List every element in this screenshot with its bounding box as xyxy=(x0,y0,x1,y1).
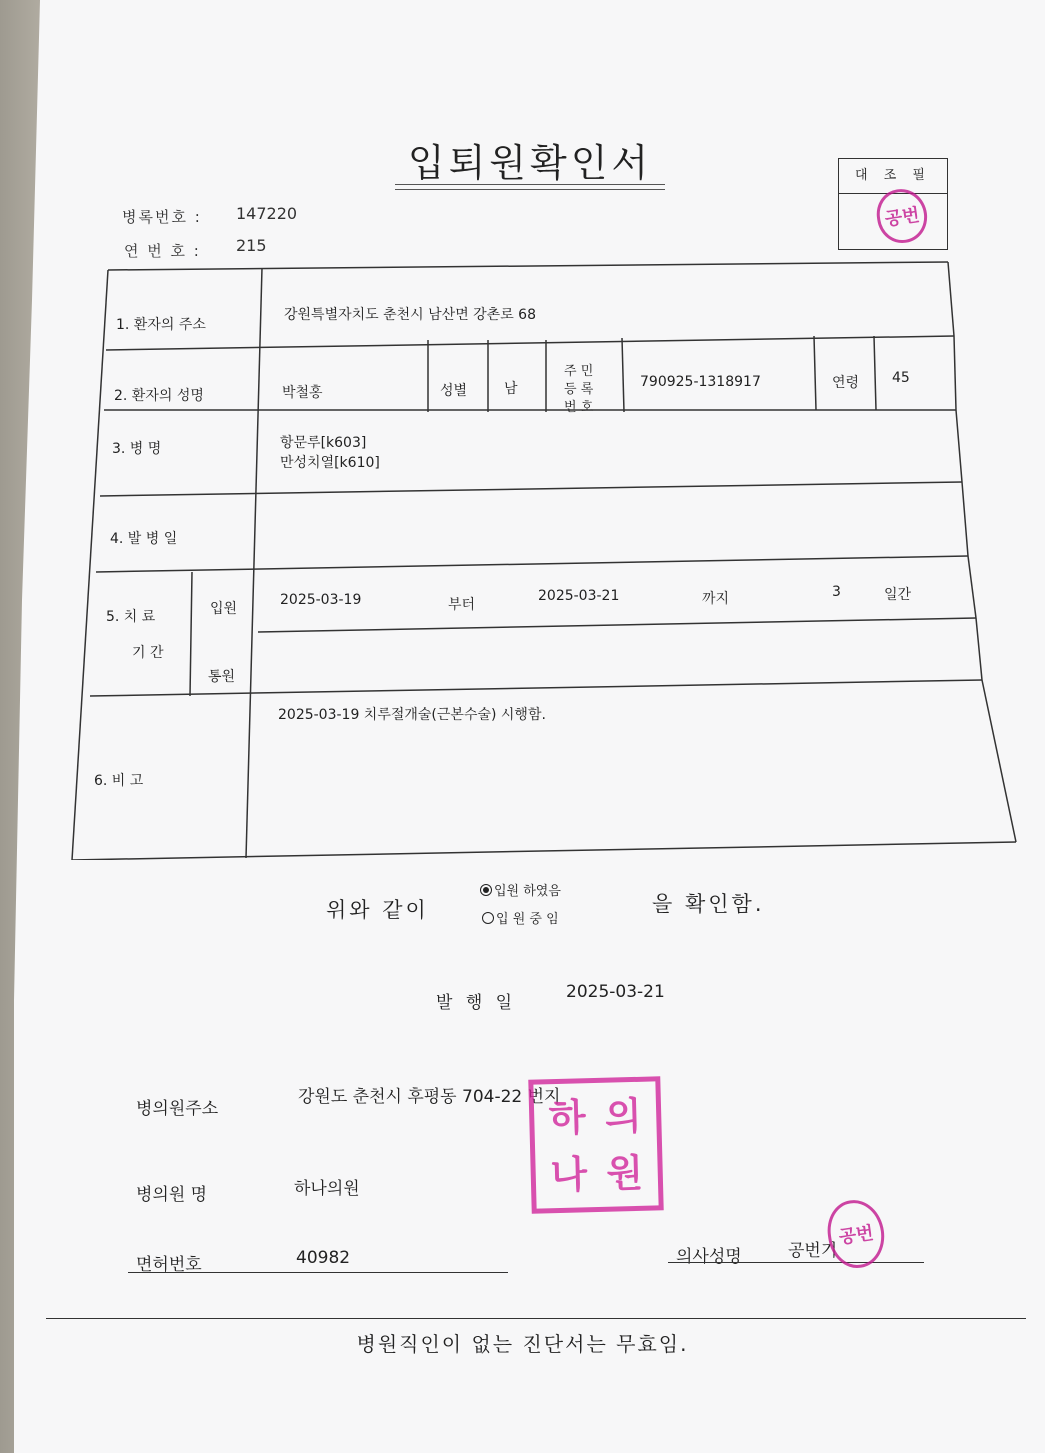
disease-2: 만성치열[k610] xyxy=(280,455,380,471)
hospital-name-label: 병의원 명 xyxy=(136,1185,208,1205)
info-table xyxy=(70,260,1020,860)
days-value: 3 xyxy=(832,584,841,600)
record-no-value: 147220 xyxy=(236,204,298,223)
gender-label: 성별 xyxy=(440,383,468,399)
confirm-suffix: 을 확인함. xyxy=(652,892,765,916)
license-underline xyxy=(128,1272,508,1273)
gender-value: 남 xyxy=(504,381,518,397)
document-bottom-border xyxy=(46,1318,1026,1319)
period-label-2: 기 간 xyxy=(132,645,164,661)
verify-seal-stamp: 공번 xyxy=(873,186,930,246)
issue-date-label: 발 행 일 xyxy=(436,993,517,1013)
remarks-value: 2025-03-19 치루절개술(근본수술) 시행함. xyxy=(278,707,546,723)
seal-char: 나 xyxy=(549,1150,588,1197)
license-label: 면허번호 xyxy=(136,1255,202,1275)
name-label: 2. 환자의 성명 xyxy=(114,388,204,404)
verify-box xyxy=(838,158,948,250)
seal-char: 의 xyxy=(604,1092,643,1139)
to-label: 까지 xyxy=(702,591,730,607)
license-value: 40982 xyxy=(296,1248,351,1268)
period-label-1: 5. 치 료 xyxy=(106,609,156,625)
rrn-label-2: 등 록 xyxy=(564,382,594,397)
inpatient-label: 입원 xyxy=(210,601,238,617)
hospital-address-value: 강원도 춘천시 후평동 704-22 번지 xyxy=(298,1087,561,1107)
issue-date-value: 2025-03-21 xyxy=(566,982,665,1002)
record-no-label: 병록번호 : xyxy=(122,208,202,226)
address-label: 1. 환자의 주소 xyxy=(116,317,206,333)
document-title: 입퇴원확인서 xyxy=(407,141,653,185)
doctor-underline xyxy=(668,1262,924,1263)
hospital-address-label: 병의원주소 xyxy=(136,1099,219,1119)
option-done xyxy=(480,880,561,899)
title-underline xyxy=(395,184,665,190)
from-label: 부터 xyxy=(448,597,476,613)
footer-note: 병원직인이 없는 진단서는 무효임. xyxy=(356,1332,689,1356)
seal-char: 하 xyxy=(548,1093,587,1140)
address-value: 강원특별자치도 춘천시 남산면 강촌로 68 xyxy=(284,307,536,323)
radio-checked-icon xyxy=(480,884,492,896)
rrn-value: 790925-1318917 xyxy=(640,374,761,390)
inpatient-from: 2025-03-19 xyxy=(280,592,362,608)
table-lines xyxy=(70,260,1020,860)
option-done-label: 입원 하였음 xyxy=(494,884,561,899)
option-ongoing xyxy=(482,908,559,927)
verify-box-label: 대 조 필 xyxy=(839,159,947,194)
remarks-label: 6. 비 고 xyxy=(94,773,144,789)
doctor-seal-stamp: 공번 xyxy=(824,1196,889,1271)
hospital-seal-stamp xyxy=(528,1076,663,1213)
age-value: 45 xyxy=(892,370,910,386)
confirm-prefix: 위와 같이 xyxy=(326,898,429,922)
name-value: 박철홍 xyxy=(282,385,323,401)
rrn-label-1: 주 민 xyxy=(564,364,594,379)
option-ongoing-label: 입 원 중 임 xyxy=(496,912,559,927)
rrn-label-3: 번 호 xyxy=(564,400,594,415)
onset-label: 4. 발 병 일 xyxy=(110,531,178,547)
inpatient-to: 2025-03-21 xyxy=(538,588,620,604)
radio-unchecked-icon xyxy=(482,912,494,924)
days-label: 일간 xyxy=(884,587,912,603)
serial-no-value: 215 xyxy=(236,236,267,255)
seal-char: 원 xyxy=(605,1149,644,1196)
serial-no-label: 연 번 호 : xyxy=(124,242,201,260)
doctor-value: 공번기 xyxy=(788,1241,838,1261)
hospital-name-value: 하나의원 xyxy=(294,1179,360,1199)
outpatient-label: 통원 xyxy=(208,669,236,685)
age-label: 연령 xyxy=(832,375,860,391)
disease-1: 항문루[k603] xyxy=(280,435,367,451)
disease-label: 3. 병 명 xyxy=(112,441,162,457)
doctor-label: 의사성명 xyxy=(676,1247,742,1267)
